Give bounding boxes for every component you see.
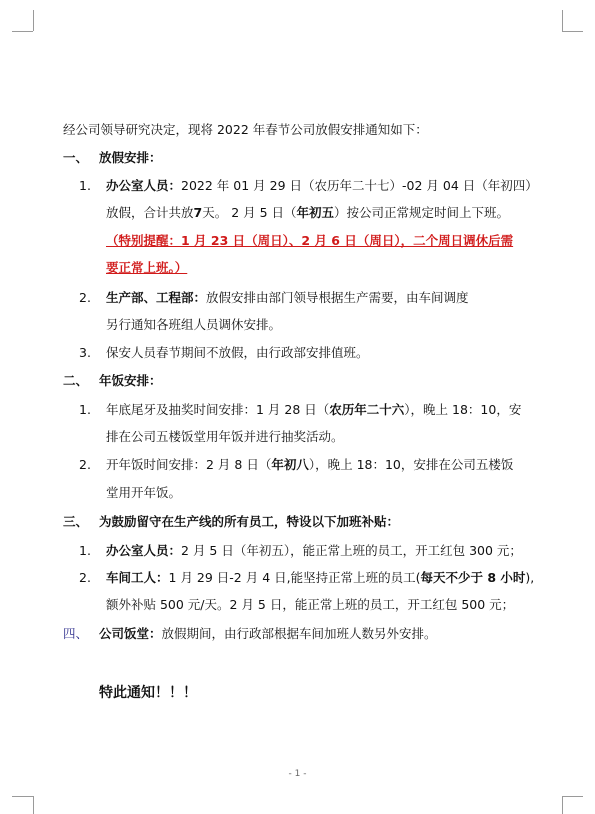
section-1-title: 放假安排： <box>99 150 162 165</box>
s1-item1-t2a: 放假，合计共放 <box>106 205 194 220</box>
s3-item1-label: 办公室人员： <box>106 543 182 558</box>
section-4-text: 放假期间，由行政部根据车间加班人数另外安排。 <box>161 626 437 641</box>
s3-item2-t1c: ), <box>525 570 535 585</box>
s2-item2-line2: 堂用开年饭。 <box>106 485 182 500</box>
section-4-line <box>99 626 437 642</box>
corner-mark-tl-v <box>33 10 34 31</box>
section-1-number: 一、 <box>63 150 89 165</box>
s1-item2-text1: 放假安排由部门领导根据生产需要，由车间调度 <box>206 290 469 305</box>
intro-text: 经公司领导研究决定，现将 2022 年春节公司放假安排通知如下： <box>63 122 428 137</box>
s1-item1-line1 <box>106 178 538 194</box>
s2-item2-t1a: 开年饭时间安排：2 月 8 日（ <box>106 457 272 472</box>
corner-mark-br-v <box>562 796 563 814</box>
s1-item1-reminder-2: 要正常上班。） <box>106 260 188 275</box>
s1-item1-label: 办公室人员： <box>106 178 182 193</box>
s1-item1-reminder-1: （特别提醒：1 月 23 日（周日）、2 月 6 日（周日），二个周日调休后需 <box>106 233 514 248</box>
s2-item1-t1a: 年底尾牙及抽奖时间安排：1 月 28 日（ <box>106 402 330 417</box>
s1-item3-number: 3. <box>79 345 91 360</box>
corner-mark-tr-h <box>562 31 583 32</box>
s2-item1-line1 <box>106 402 521 418</box>
s3-item1-text1: 2 月 5 日（年初五），能正常上班的员工，开工红包 300 元； <box>181 543 522 558</box>
s3-item2-number: 2. <box>79 570 91 585</box>
s1-item1-t2c: 天。 2 月 5 日（ <box>202 205 297 220</box>
s3-item1-number: 1. <box>79 543 91 558</box>
s2-item1-t1c: ），晚上 18：10，安 <box>404 402 522 417</box>
s3-item1-line1 <box>106 543 522 559</box>
s1-item1-t2d: 年初五 <box>296 205 335 220</box>
closing-text: 特此通知！！！ <box>99 685 197 701</box>
s1-item3-line1: 保安人员春节期间不放假，由行政部安排值班。 <box>106 345 369 360</box>
s1-item2-number: 2. <box>79 290 91 305</box>
s1-item1-number: 1. <box>79 178 91 193</box>
s2-item1-line2: 排在公司五楼饭堂用年饭并进行抽奖活动。 <box>106 429 344 444</box>
s1-item1-line2 <box>106 205 509 221</box>
s2-item1-number: 1. <box>79 402 91 417</box>
section-3-title: 为鼓励留守在生产线的所有员工，特设以下加班补贴： <box>99 514 400 529</box>
section-3-number: 三、 <box>63 514 89 529</box>
s2-item2-t1b: 年初八 <box>271 457 309 472</box>
section-2-title: 年饭安排： <box>99 373 162 388</box>
s1-item1-days: 7 <box>193 205 203 220</box>
section-4-label: 公司饭堂： <box>99 626 162 641</box>
section-4-number: 四、 <box>63 626 89 641</box>
corner-mark-br-h <box>562 796 583 797</box>
corner-mark-bl-h <box>12 796 33 797</box>
s1-item1-text1: 2022 年 01 月 29 日（农历年二十七）-02 月 04 日（年初四） <box>181 178 538 193</box>
s2-item2-line1 <box>106 457 513 473</box>
corner-mark-bl-v <box>33 796 34 814</box>
page-number: - 1 - <box>288 769 307 779</box>
section-2-number: 二、 <box>63 373 89 388</box>
s3-item2-t1b: 每天不少于 8 小时 <box>420 570 526 585</box>
s2-item2-number: 2. <box>79 457 91 472</box>
s1-item2-line1 <box>106 290 469 306</box>
s2-item1-t1b: 农历年二十六 <box>329 402 405 417</box>
s3-item2-t1a: 1 月 29 日-2 月 4 日,能坚持正常上班的员工( <box>168 570 421 585</box>
s2-item2-t1c: ），晚上 18：10，安排在公司五楼饭 <box>308 457 514 472</box>
s1-item1-t2e: ）按公司正常规定时间上下班。 <box>334 205 510 220</box>
s3-item2-label: 车间工人： <box>106 570 169 585</box>
corner-mark-tl-h <box>12 31 33 32</box>
s3-item2-line2: 额外补贴 500 元/天。2 月 5 日，能正常上班的员工，开工红包 500 元； <box>106 597 515 612</box>
corner-mark-tr-v <box>562 10 563 31</box>
s1-item2-label: 生产部、工程部： <box>106 290 207 305</box>
s3-item2-line1 <box>106 570 534 586</box>
s1-item2-line2: 另行通知各班组人员调休安排。 <box>106 317 282 332</box>
